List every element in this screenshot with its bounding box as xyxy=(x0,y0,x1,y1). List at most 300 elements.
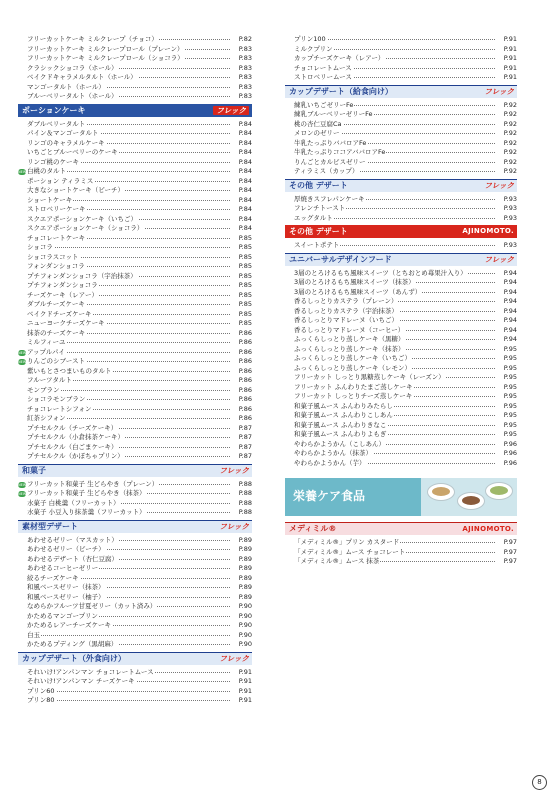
dot-leader xyxy=(27,700,230,701)
item-name: ふっくらしっとり蒸しケーキ（抹茶） xyxy=(294,344,405,353)
item-page: P.94 xyxy=(503,278,517,286)
list-item xyxy=(18,64,252,74)
dot-leader xyxy=(27,247,230,248)
bowl-icon xyxy=(427,483,455,501)
list-item xyxy=(285,373,517,383)
item-page: P.93 xyxy=(503,241,517,249)
list-item xyxy=(285,269,517,279)
item-page: P.97 xyxy=(503,538,517,546)
item-name: 紫いもとさつまいものタルト xyxy=(27,366,112,375)
item-page: P.86 xyxy=(238,357,252,365)
item-name: チョコレートムース xyxy=(294,63,352,72)
list-item xyxy=(285,64,517,74)
item-page: P.91 xyxy=(503,54,517,62)
list-item xyxy=(285,54,517,64)
list-item xyxy=(18,92,252,102)
item-name: 水菓子 白桃羹（フリーカット） xyxy=(27,498,120,507)
item-name: フリーカット和菓子 生どらやき（抹茶） xyxy=(27,489,146,497)
item-name: プチセルクル（小倉抹茶ケーキ） xyxy=(27,433,125,441)
list-item xyxy=(285,45,517,55)
item-page: P.85 xyxy=(238,233,252,242)
section-title: その他 デザート xyxy=(289,227,348,236)
item-name: プリン60 xyxy=(27,686,55,695)
item-page: P.82 xyxy=(238,35,252,43)
item-name: なめらかフルーツ甘夏ゼリー（カット済み） xyxy=(27,602,157,610)
section-title: カップデザート（外食向け） xyxy=(22,653,126,663)
list-item xyxy=(285,335,517,345)
item-name: ショコラスコット xyxy=(27,252,79,261)
list-item xyxy=(18,452,252,462)
item-page: P.86 xyxy=(238,414,252,422)
list-item xyxy=(18,45,252,55)
list-item xyxy=(18,262,252,272)
item-name: かためるレアーチーズケーキ xyxy=(27,621,111,629)
item-page: P.92 xyxy=(503,167,517,175)
list-item xyxy=(18,291,252,301)
item-name: ミルクプリン xyxy=(294,44,333,53)
list-item xyxy=(285,204,517,214)
item-name: スクエアポーションケーキ（いちご） xyxy=(27,214,137,223)
item-page: P.94 xyxy=(503,287,517,296)
list-item xyxy=(18,196,252,206)
list-item xyxy=(285,307,517,317)
item-page: P.88 xyxy=(238,479,252,488)
item-page: P.86 xyxy=(238,328,252,337)
bowl-icon xyxy=(457,492,485,510)
item-page: P.85 xyxy=(238,262,252,270)
item-name: やわらかようかん（芋） xyxy=(294,458,366,467)
item-name: フリーカット ふんわりたまご蒸しケーキ xyxy=(294,382,413,391)
fresh-logo: フレック xyxy=(219,653,249,663)
item-page: P.85 xyxy=(238,281,252,289)
item-page: P.86 xyxy=(238,395,252,403)
list-item xyxy=(18,555,252,565)
list-item xyxy=(18,480,252,490)
item-page: P.95 xyxy=(503,420,517,429)
nutrition-care-banner xyxy=(285,478,517,516)
item-name: 香るしっとりカステラ（宇治抹茶） xyxy=(294,306,398,315)
item-name: ミルフィーユ xyxy=(27,338,66,346)
item-name: 和風ベースゼリー（柚子） xyxy=(27,592,105,601)
item-name: ティラミス（カップ） xyxy=(294,167,359,175)
item-name: プリン80 xyxy=(27,696,55,704)
item-name: 練乳ブルーベリーゼリーFe xyxy=(294,110,373,118)
item-page: P.88 xyxy=(238,508,252,516)
item-name: ダブルベリータルト xyxy=(27,119,86,128)
item-page: P.97 xyxy=(503,557,517,565)
ajinomoto-logo: AJINOMOTO. xyxy=(462,227,514,235)
item-page: P.89 xyxy=(238,573,252,582)
list-item xyxy=(18,300,252,310)
item-name: 桃の杏仁豆腐Ca xyxy=(294,119,342,128)
item-name: 和菓子風ムース ふんわりよもぎ xyxy=(294,430,387,438)
item-page: P.94 xyxy=(503,306,517,315)
item-name: フリーカットケーキ ミルクレープロール（ショコラ） xyxy=(27,54,184,62)
list-item xyxy=(18,536,252,546)
item-page: P.89 xyxy=(238,583,252,591)
left-top-list xyxy=(18,35,252,102)
list-item xyxy=(18,35,252,45)
item-name: りんごとカルピスゼリー xyxy=(294,157,366,166)
item-page: P.95 xyxy=(503,363,517,372)
ajinomoto-logo: AJINOMOTO. xyxy=(462,525,514,533)
item-name: アップルパイ xyxy=(27,347,65,356)
banner-title: 栄養ケア食品 xyxy=(293,489,366,503)
list-item xyxy=(18,621,252,631)
item-page: P.86 xyxy=(238,338,252,346)
item-name: プチセルクル（白ごまケーキ） xyxy=(27,442,118,451)
item-page: P.91 xyxy=(238,667,252,676)
section-header-sozai-dessert xyxy=(18,520,252,533)
list-item xyxy=(285,364,517,374)
list-item xyxy=(18,186,252,196)
item-page: P.94 xyxy=(503,325,517,334)
item-name: 「メディミル®」ムース 抹茶 xyxy=(294,557,380,565)
item-page: P.92 xyxy=(503,100,517,109)
list-item xyxy=(18,677,252,687)
item-page: P.95 xyxy=(503,354,517,362)
item-name: マンゴータルト（ホール） xyxy=(27,82,105,91)
item-name: エッグタルト xyxy=(294,213,333,222)
item-name: かためるプディング（黒胡麻） xyxy=(27,640,118,648)
item-name: 牛乳たっぷりココアババロアFe xyxy=(294,148,386,156)
item-name: スクエアポーションケーキ（ショコラ） xyxy=(27,224,144,232)
item-page: P.85 xyxy=(238,300,252,308)
item-name: 「メディミル®」プリン カスタード xyxy=(294,538,400,546)
item-name: フレンチトースト xyxy=(294,204,346,212)
item-page: P.85 xyxy=(238,252,252,261)
item-name: 抹茶のチーズケーキ xyxy=(27,328,86,337)
item-page: P.93 xyxy=(503,194,517,203)
list-item xyxy=(18,545,252,555)
list-item xyxy=(18,696,252,706)
item-page: P.86 xyxy=(238,366,252,375)
list-item xyxy=(18,177,252,187)
fresh-logo: フレック xyxy=(484,86,514,96)
item-page: P.90 xyxy=(238,630,252,639)
list-item xyxy=(285,354,517,364)
list-item xyxy=(18,564,252,574)
item-page: P.92 xyxy=(503,110,517,118)
item-page: P.89 xyxy=(238,554,252,563)
list-item xyxy=(18,224,252,234)
item-name: ダブルチーズケーキ xyxy=(27,300,85,308)
list-item xyxy=(285,195,517,205)
item-name: スイートポテト xyxy=(294,241,340,249)
item-page: P.87 xyxy=(238,442,252,451)
item-name: 白桃のタルト xyxy=(27,167,66,175)
item-page: P.91 xyxy=(503,73,517,81)
list-item xyxy=(285,297,517,307)
section-title: 素材型デザート xyxy=(22,521,78,531)
item-name: 厚焼きスフレパンケーキ xyxy=(294,194,365,203)
new-badge: NEW xyxy=(18,350,27,355)
item-page: P.95 xyxy=(503,382,517,391)
item-page: P.94 xyxy=(503,268,517,277)
item-page: P.85 xyxy=(238,271,252,280)
item-page: P.84 xyxy=(238,214,252,223)
list-item xyxy=(285,440,517,450)
item-name: ストロベリームース xyxy=(294,73,352,81)
list-item xyxy=(285,120,517,130)
right-top-list xyxy=(285,35,517,83)
item-name: 香るしっとりカステラ（プレーン） xyxy=(294,297,398,305)
item-name: ショコラモンブラン xyxy=(27,395,86,403)
item-name: 3層のとろけるもち風味スイーツ（とちおとめ苺果汁入り） xyxy=(294,268,467,277)
item-page: P.86 xyxy=(238,347,252,356)
item-page: P.91 xyxy=(238,677,252,685)
list-item xyxy=(285,214,517,224)
item-name: 大きなショートケーキ（ピーチ） xyxy=(27,186,124,194)
item-page: P.90 xyxy=(238,611,252,620)
item-name: プチフォンダンショコラ xyxy=(27,281,98,289)
item-page: P.91 xyxy=(503,44,517,53)
item-name: 牛乳たっぷりババロアFe xyxy=(294,138,367,147)
list-item xyxy=(18,583,252,593)
item-page: P.95 xyxy=(503,373,517,381)
section-header-other-dessert xyxy=(285,179,517,192)
item-name: ふっくらしっとり蒸しケーキ（黒糖） xyxy=(294,335,405,343)
item-page: P.92 xyxy=(503,138,517,147)
item-name: クラシックショコラ（ホール） xyxy=(27,63,118,72)
list-item xyxy=(285,148,517,158)
item-name: フリーカットケーキ ミルクレープ（チョコ） xyxy=(27,35,158,43)
item-page: P.84 xyxy=(238,157,252,166)
item-name: リンゴ桃のケーキ xyxy=(27,157,79,166)
list-item xyxy=(285,101,517,111)
item-name: 3層のとろけるもち風味スイーツ（あんず） xyxy=(294,287,422,296)
list-item xyxy=(18,215,252,225)
list-item xyxy=(285,73,517,83)
item-page: P.85 xyxy=(238,243,252,251)
item-page: P.84 xyxy=(238,138,252,147)
item-page: P.84 xyxy=(238,119,252,128)
item-page: P.94 xyxy=(503,316,517,324)
section-header-other-dessert-ajinomoto xyxy=(285,225,517,238)
item-name: 白玉 xyxy=(27,630,40,639)
fresh-logo: フレック xyxy=(219,465,249,475)
item-name: ベイクドキャラメルタルト（ホール） xyxy=(27,73,137,81)
dessert-bowls-image xyxy=(421,478,517,516)
list-item xyxy=(18,139,252,149)
item-name: フォンダンショコラ xyxy=(27,262,85,270)
list-item xyxy=(285,326,517,336)
item-name: 和菓子風ムース ふんわりみたらし xyxy=(294,401,393,410)
section-header-universal-design xyxy=(285,253,517,266)
list-item xyxy=(18,395,252,405)
item-page: P.85 xyxy=(238,309,252,318)
item-name: チョコレートケーキ xyxy=(27,233,86,242)
list-item xyxy=(18,668,252,678)
item-page: P.95 xyxy=(503,411,517,419)
item-name: あわせるコーヒーゼリー xyxy=(27,564,99,572)
item-name: 和菓子風ムース ふんわりこしあん xyxy=(294,411,393,419)
item-page: P.92 xyxy=(503,148,517,156)
item-page: P.83 xyxy=(238,73,252,81)
list-item xyxy=(18,424,252,434)
section-header-cup-dessert-school xyxy=(285,85,517,98)
item-page: P.84 xyxy=(238,176,252,185)
item-page: P.94 xyxy=(503,297,517,305)
new-badge: NEW xyxy=(18,360,27,364)
list-item xyxy=(18,319,252,329)
list-item xyxy=(18,376,252,386)
item-name: りんごのシブースト xyxy=(27,357,85,365)
section-header-cup-dessert-outdining xyxy=(18,652,252,665)
list-item xyxy=(285,278,517,288)
cup-dessert-outdining-list xyxy=(18,668,252,706)
fresh-logo: フレック xyxy=(213,106,249,115)
list-item xyxy=(285,288,517,298)
item-name: チョコレートシフォン xyxy=(27,404,92,413)
item-page: P.89 xyxy=(238,535,252,544)
list-item xyxy=(285,139,517,149)
item-name: フリーカット和菓子 生どらやき（プレーン） xyxy=(27,479,159,488)
list-item xyxy=(18,508,252,518)
item-name: やわらかようかん（こしあん） xyxy=(294,439,385,448)
item-page: P.86 xyxy=(238,376,252,384)
list-item xyxy=(18,281,252,291)
item-name: いちごとブルーベリーのケーキ xyxy=(27,148,118,156)
list-item xyxy=(18,348,252,358)
item-page: P.97 xyxy=(503,547,517,556)
item-page: P.84 xyxy=(238,205,252,213)
sozai-dessert-list xyxy=(18,536,252,650)
list-item xyxy=(18,574,252,584)
item-name: フルーツタルト xyxy=(27,376,72,384)
item-name: フリーカット しっとり黒糖蒸しケーキ（レーズン） xyxy=(294,373,445,381)
item-name: 練乳いちごゼリーFe xyxy=(294,100,354,109)
section-header-medimiru xyxy=(285,522,517,535)
item-page: P.95 xyxy=(503,401,517,410)
item-name: 「メディミル®」ムース チョコレート xyxy=(294,547,406,556)
item-page: P.84 xyxy=(238,167,252,175)
item-name: 香るしっとりマドレーヌ（コーヒー） xyxy=(294,325,405,334)
list-item xyxy=(18,54,252,64)
list-item xyxy=(18,120,252,130)
item-name: ショコラ xyxy=(27,243,53,251)
list-item xyxy=(285,35,517,45)
item-page: P.83 xyxy=(238,92,252,100)
item-page: P.91 xyxy=(238,686,252,695)
list-item xyxy=(285,421,517,431)
other-dessert-list xyxy=(285,195,517,224)
page-number: 8 xyxy=(532,775,547,790)
list-item xyxy=(18,612,252,622)
list-item xyxy=(285,241,517,251)
item-page: P.91 xyxy=(238,696,252,704)
item-page: P.84 xyxy=(238,129,252,137)
list-item xyxy=(18,148,252,158)
item-name: プチセルクル（チーズケーキ） xyxy=(27,423,118,432)
list-item xyxy=(18,367,252,377)
item-page: P.86 xyxy=(238,385,252,394)
portion-cake-list xyxy=(18,120,252,462)
list-item xyxy=(285,316,517,326)
item-name: フリーカット しっとりチーズ蒸しケーキ xyxy=(294,392,413,400)
item-page: P.90 xyxy=(238,602,252,610)
list-item xyxy=(285,548,517,558)
list-item xyxy=(285,430,517,440)
item-page: P.88 xyxy=(238,498,252,507)
item-page: P.84 xyxy=(238,148,252,156)
item-name: 水菓子 小豆入り抹茶羹（フリーカット） xyxy=(27,508,146,516)
new-badge: NEW xyxy=(18,482,27,487)
item-name: それいけ!アンパンマン チーズケーキ xyxy=(27,677,135,685)
list-item xyxy=(285,538,517,548)
list-item xyxy=(18,310,252,320)
list-item xyxy=(18,687,252,697)
section-title: カップデザート（給食向け） xyxy=(289,86,393,96)
item-page: P.95 xyxy=(503,344,517,353)
list-item xyxy=(285,557,517,567)
list-item xyxy=(18,499,252,509)
list-item xyxy=(18,357,252,367)
item-page: P.94 xyxy=(503,335,517,343)
list-item xyxy=(18,489,252,499)
item-page: P.89 xyxy=(238,564,252,572)
item-page: P.86 xyxy=(238,404,252,413)
list-item xyxy=(285,411,517,421)
list-item xyxy=(18,640,252,650)
item-page: P.93 xyxy=(503,213,517,222)
item-page: P.89 xyxy=(238,545,252,553)
list-item xyxy=(18,158,252,168)
item-page: P.85 xyxy=(238,290,252,299)
list-item xyxy=(18,338,252,348)
item-page: P.85 xyxy=(238,319,252,327)
item-name: 絞るチーズケーキ xyxy=(27,573,79,582)
medimiru-list xyxy=(285,538,517,567)
item-name: ベイクドチーズケーキ xyxy=(27,309,92,318)
left-column xyxy=(18,35,252,706)
item-name: リンゴのキャラメルケーキ xyxy=(27,138,105,147)
fresh-logo: フレック xyxy=(484,254,514,264)
item-name: ふっくらしっとり蒸しケーキ（レモン） xyxy=(294,363,411,372)
universal-design-list xyxy=(285,269,517,469)
item-name: 和風ベースゼリー（抹茶） xyxy=(27,583,105,591)
list-item xyxy=(18,443,252,453)
item-page: P.90 xyxy=(238,640,252,648)
list-item xyxy=(18,433,252,443)
item-page: P.91 xyxy=(503,63,517,72)
item-page: P.83 xyxy=(238,44,252,53)
item-name: 3層のとろけるもち風味スイーツ（抹茶） xyxy=(294,278,415,286)
section-title: ポーションケーキ xyxy=(22,105,86,115)
list-item xyxy=(18,243,252,253)
item-name: かためるマンゴープリン xyxy=(27,611,98,620)
list-item xyxy=(18,83,252,93)
section-title: ユニバーサルデザインフード xyxy=(289,254,392,264)
bowl-icon xyxy=(485,482,513,500)
list-item xyxy=(18,593,252,603)
fresh-logo: フレック xyxy=(219,521,249,531)
item-page: P.96 xyxy=(503,458,517,467)
item-page: P.92 xyxy=(503,119,517,128)
item-page: P.92 xyxy=(503,129,517,137)
item-name: ふっくらしっとり蒸しケーキ（いちご） xyxy=(294,354,411,362)
item-name: 和菓子風ムース ふんわりきなこ xyxy=(294,420,387,429)
item-page: P.95 xyxy=(503,392,517,400)
list-item xyxy=(18,602,252,612)
section-title: メディミル® xyxy=(289,524,337,533)
list-item xyxy=(285,110,517,120)
item-name: チーズケーキ（レアー） xyxy=(27,290,98,299)
item-name: フリーカットケーキ ミルクレープロール（プレーン） xyxy=(27,44,184,53)
section-header-wagashi xyxy=(18,464,252,477)
item-page: P.89 xyxy=(238,592,252,601)
list-item xyxy=(18,414,252,424)
